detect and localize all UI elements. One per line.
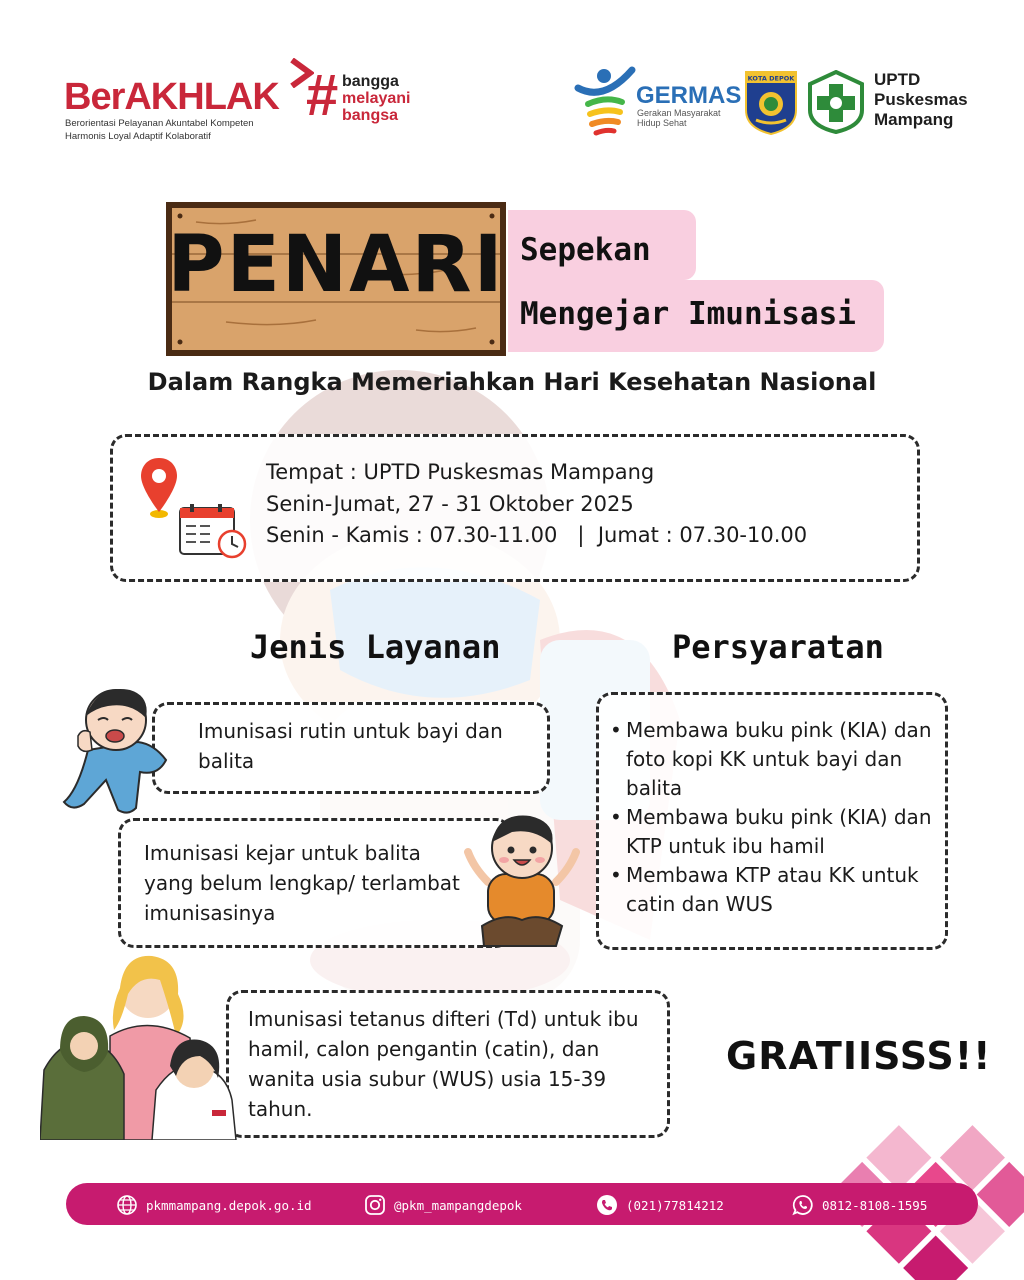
uptd-puskesmas-mampang-label — [874, 70, 1004, 130]
crying-baby-illustration — [58, 680, 188, 820]
footer-whatsapp-text: 0812-8108-1595 — [822, 1197, 928, 1213]
info-dates: Senin-Jumat, 27 - 31 Oktober 2025 — [266, 492, 634, 516]
berakhlak-subtitle-1: Berorientasi Pelayanan Akuntabel Kompeten — [65, 118, 254, 129]
depok-shield-label: KOTA DEPOK — [747, 74, 795, 83]
bangga-line-2: melayani — [342, 90, 411, 107]
women-group-illustration — [40, 950, 250, 1140]
requirement-text: Membawa buku pink (KIA) dan foto kopi KK untuk bayi dan balita — [626, 718, 932, 800]
footer-phone-text: (021)77814212 — [626, 1197, 724, 1213]
bullet: • — [610, 718, 622, 742]
whatsapp-icon — [792, 1194, 814, 1216]
requirement-item — [608, 861, 938, 919]
requirements-heading: Persyaratan — [672, 628, 884, 666]
phone-icon — [596, 1194, 618, 1216]
info-place: Tempat : UPTD Puskesmas Mampang — [266, 460, 655, 484]
uptd-line-1: UPTD — [874, 70, 921, 89]
footer-instagram-text: @pkm_mampangdepok — [394, 1197, 522, 1213]
uptd-line-2: Puskesmas — [874, 90, 968, 109]
requirements-list — [608, 716, 938, 919]
bangga-melayani-bangsa-logo — [306, 63, 446, 130]
puskesmas-cross-icon — [806, 70, 866, 134]
bullet: • — [610, 805, 622, 829]
uptd-line-3: Mampang — [874, 110, 954, 129]
germas-figure-icon — [574, 62, 636, 138]
berakhlak-logo — [64, 58, 314, 150]
bangga-line-3: bangsa — [342, 107, 399, 124]
calendar-clock-icon — [178, 502, 248, 560]
requirement-text: Membawa buku pink (KIA) dan KTP untuk ibu hamil — [626, 805, 932, 858]
footer-website-link[interactable] — [116, 1193, 312, 1217]
germas-logo — [574, 62, 744, 138]
service-item-2: Imunisasi kejar untuk balita yang belum lengkap/ terlambat imunisasinya — [144, 841, 460, 925]
service-item-3: Imunisasi tetanus difteri (Td) untuk ibu hamil, calon pengantin (catin), dan wanita usia subur (WUS) usia 15-39 tahun. — [248, 1007, 639, 1121]
footer-whatsapp-link[interactable] — [792, 1193, 927, 1217]
happy-toddler-illustration — [464, 808, 580, 958]
main-title: PENARI — [167, 220, 505, 310]
instagram-icon — [364, 1194, 386, 1216]
germas-title: GERMAS — [636, 82, 742, 109]
berakhlak-subtitle-2: Harmonis Loyal Adaptif Kolaboratif — [65, 131, 211, 142]
hashtag-mark: # — [306, 63, 339, 128]
services-heading: Jenis Layanan — [250, 628, 501, 666]
subtitle-line-2: Mengejar Imunisasi — [520, 296, 856, 332]
footer-phone-link[interactable] — [596, 1193, 724, 1217]
info-hours: Senin - Kamis : 07.30-11.00 | Jumat : 07.30-10.00 — [266, 523, 808, 547]
subtitle-line-1: Sepekan — [520, 232, 651, 268]
germas-subtitle-1: Gerakan Masyarakat — [637, 108, 721, 118]
germas-subtitle-2: Hidup Sehat — [637, 118, 687, 128]
bullet: • — [610, 863, 622, 887]
globe-icon — [116, 1194, 138, 1216]
tagline: Dalam Rangka Memeriahkan Hari Kesehatan Nasional — [147, 368, 877, 396]
requirement-item — [608, 803, 938, 861]
requirement-item — [608, 716, 938, 803]
bangga-line-1: bangga — [342, 73, 399, 90]
requirement-text: Membawa KTP atau KK untuk catin dan WUS — [626, 863, 919, 916]
location-pin-icon — [138, 456, 180, 522]
footer-website-text: pkmmampang.depok.go.id — [146, 1197, 312, 1213]
kota-depok-shield-icon — [744, 70, 798, 136]
free-service-label: GRATIISSS!! — [726, 1034, 992, 1078]
service-item-1: Imunisasi rutin untuk bayi dan balita — [198, 719, 503, 773]
berakhlak-title: BerAKHLAK — [64, 76, 279, 118]
footer-instagram-link[interactable] — [364, 1193, 522, 1217]
